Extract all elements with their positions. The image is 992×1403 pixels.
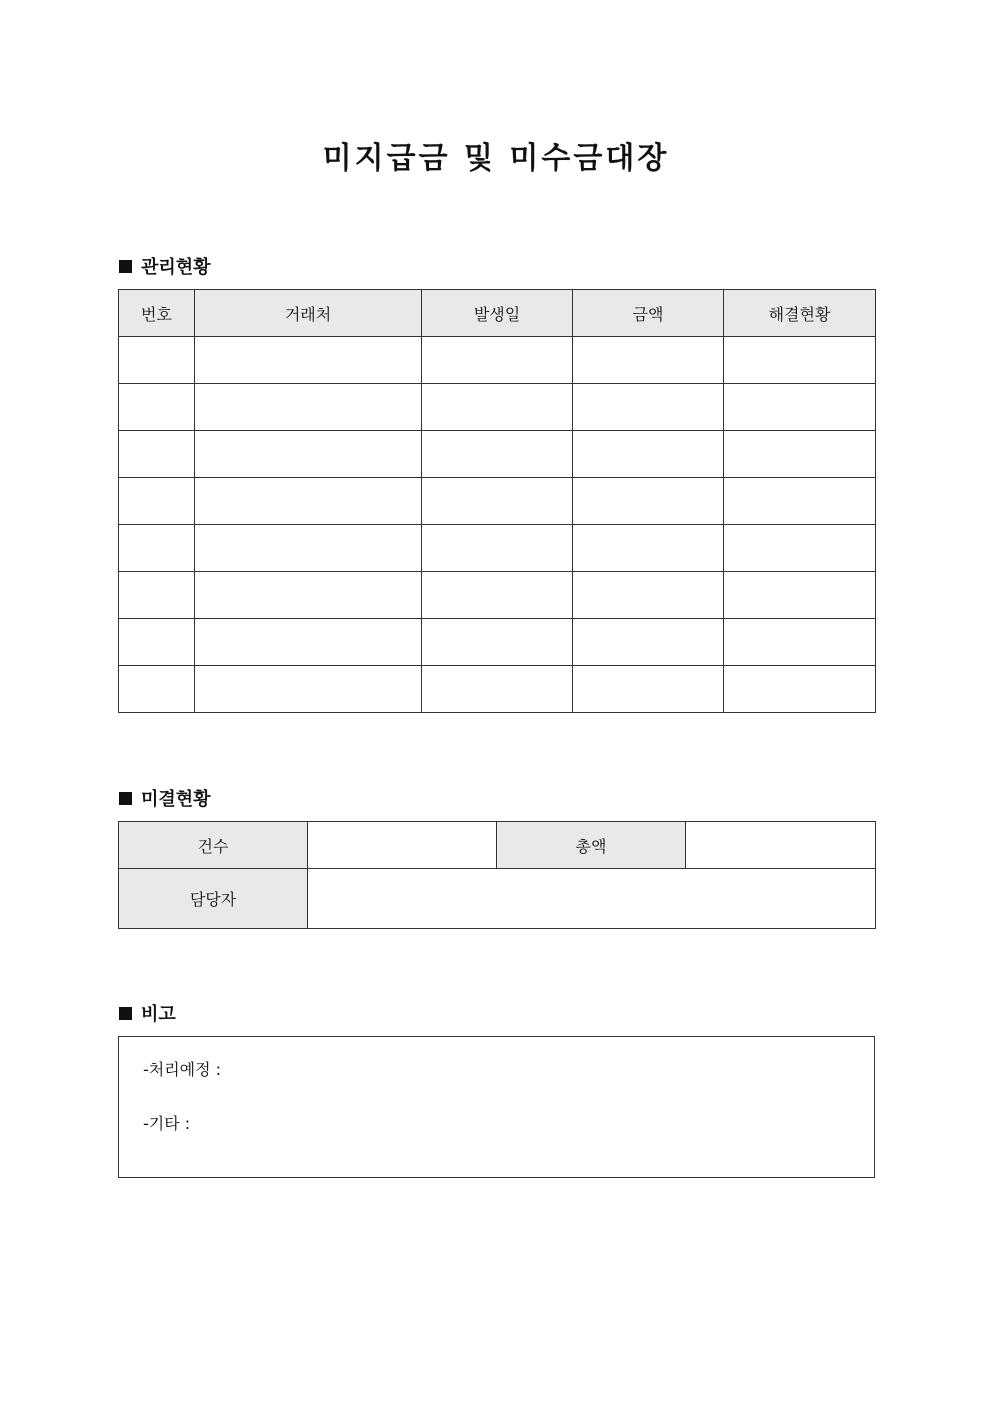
- table-row: [119, 525, 876, 572]
- section-heading-label: 비고: [141, 1004, 176, 1025]
- table-cell[interactable]: [724, 337, 876, 384]
- table-cell[interactable]: [573, 666, 724, 713]
- total-field[interactable]: [686, 822, 876, 869]
- unresolved-table: [118, 821, 876, 929]
- column-header: 금액: [573, 290, 724, 337]
- table-cell[interactable]: [195, 525, 422, 572]
- count-label: 건수: [119, 822, 308, 869]
- table-cell[interactable]: [422, 666, 573, 713]
- table-cell[interactable]: [422, 337, 573, 384]
- section-heading-remarks: [119, 1000, 176, 1026]
- table-row: [119, 869, 876, 929]
- section-heading-unresolved: [119, 785, 211, 811]
- table-cell[interactable]: [422, 478, 573, 525]
- table-cell[interactable]: [724, 431, 876, 478]
- column-header: 거래처: [195, 290, 422, 337]
- manager-label: 담당자: [119, 869, 308, 929]
- count-field[interactable]: [308, 822, 497, 869]
- table-cell[interactable]: [573, 384, 724, 431]
- column-header: 해결현황: [724, 290, 876, 337]
- table-cell[interactable]: [119, 478, 195, 525]
- table-cell[interactable]: [573, 431, 724, 478]
- table-cell[interactable]: [195, 572, 422, 619]
- table-cell[interactable]: [724, 666, 876, 713]
- table-row: [119, 572, 876, 619]
- other-label: -기타 :: [143, 1114, 191, 1133]
- table-row: [119, 822, 876, 869]
- table-cell[interactable]: [195, 666, 422, 713]
- table-cell[interactable]: [422, 525, 573, 572]
- table-cell[interactable]: [119, 431, 195, 478]
- table-cell[interactable]: [724, 619, 876, 666]
- table-cell[interactable]: [195, 384, 422, 431]
- table-cell[interactable]: [573, 525, 724, 572]
- management-table: [118, 289, 876, 713]
- table-cell[interactable]: [119, 384, 195, 431]
- table-cell[interactable]: [724, 478, 876, 525]
- table-cell[interactable]: [195, 337, 422, 384]
- table-cell[interactable]: [422, 431, 573, 478]
- table-cell[interactable]: [724, 525, 876, 572]
- column-header: 발생일: [422, 290, 573, 337]
- table-cell[interactable]: [422, 572, 573, 619]
- table-cell[interactable]: [119, 525, 195, 572]
- remarks-box[interactable]: [118, 1036, 875, 1178]
- table-cell[interactable]: [422, 384, 573, 431]
- table-cell[interactable]: [573, 619, 724, 666]
- table-cell[interactable]: [573, 337, 724, 384]
- page-title: 미지급금 및 미수금대장: [322, 141, 670, 176]
- manager-field[interactable]: [308, 869, 876, 929]
- table-cell[interactable]: [573, 572, 724, 619]
- table-row: [119, 337, 876, 384]
- table-cell[interactable]: [195, 431, 422, 478]
- table-cell[interactable]: [195, 619, 422, 666]
- table-cell[interactable]: [119, 666, 195, 713]
- table-cell[interactable]: [119, 619, 195, 666]
- table-row: [119, 478, 876, 525]
- total-label: 총액: [497, 822, 686, 869]
- section-heading-label: 관리현황: [141, 257, 211, 278]
- table-cell[interactable]: [573, 478, 724, 525]
- table-cell[interactable]: [195, 478, 422, 525]
- table-row: [119, 384, 876, 431]
- table-cell[interactable]: [119, 337, 195, 384]
- section-heading-management: [119, 253, 211, 279]
- square-bullet-icon: [119, 792, 132, 805]
- table-row: [119, 431, 876, 478]
- table-cell[interactable]: [724, 384, 876, 431]
- table-cell[interactable]: [724, 572, 876, 619]
- square-bullet-icon: [119, 260, 132, 273]
- table-row: [119, 666, 876, 713]
- planned-processing-label: -처리예정 :: [143, 1060, 222, 1079]
- table-cell[interactable]: [119, 572, 195, 619]
- column-header: 번호: [119, 290, 195, 337]
- section-heading-label: 미결현황: [141, 789, 211, 810]
- table-row: [119, 619, 876, 666]
- table-cell[interactable]: [422, 619, 573, 666]
- square-bullet-icon: [119, 1007, 132, 1020]
- table-header-row: [119, 290, 876, 337]
